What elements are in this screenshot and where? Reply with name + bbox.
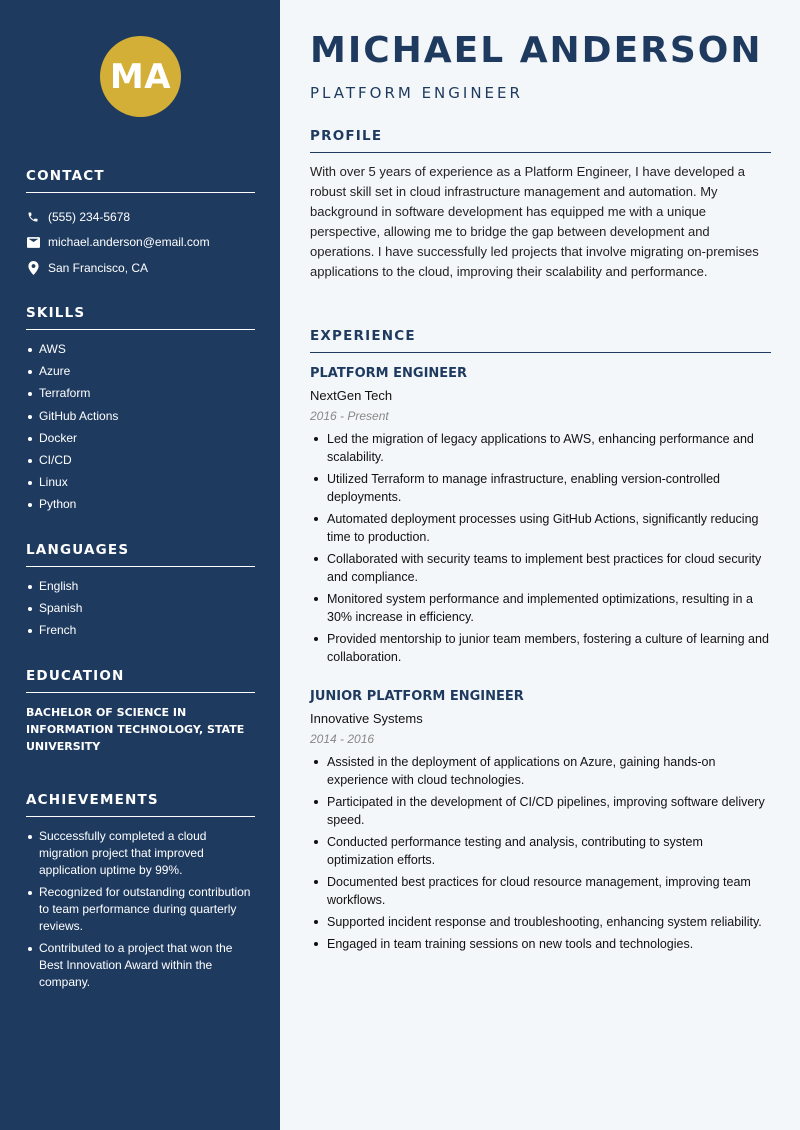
job-bullet: Supported incident response and troubleshooting, enhancing system reliability. <box>310 913 771 931</box>
job-role: PLATFORM ENGINEER <box>310 366 468 381</box>
phone-text: (555) 234-5678 <box>48 209 131 224</box>
languages-section <box>26 542 255 645</box>
job-role: JUNIOR PLATFORM ENGINEER <box>310 689 524 704</box>
job-dates: 2014 - 2016 <box>310 732 375 746</box>
experience-section <box>310 328 771 353</box>
job-company: Innovative Systems <box>310 711 423 726</box>
contact-phone <box>26 204 255 230</box>
language-item: French <box>26 622 255 639</box>
email-text: michael.anderson@email.com <box>48 235 210 250</box>
location-text: San Francisco, CA <box>48 260 149 275</box>
skill-item: GitHub Actions <box>26 408 255 425</box>
job-bullet: Assisted in the deployment of applications on Azure, gaining hands-on experience with cloud technologies. <box>310 753 771 789</box>
job-entry <box>310 366 771 670</box>
phone-icon <box>26 210 40 224</box>
skills-heading: SKILLS <box>26 305 255 330</box>
candidate-name: MICHAEL ANDERSON <box>310 30 763 71</box>
contact-heading: CONTACT <box>26 168 255 193</box>
skill-item: Terraform <box>26 385 255 402</box>
job-bullet: Led the migration of legacy applications to AWS, enhancing performance and scalability. <box>310 430 771 466</box>
contact-location <box>26 255 255 281</box>
education-section <box>26 668 255 755</box>
education-degree: BACHELOR OF SCIENCE IN INFORMATION TECHNOLOGY, STATE UNIVERSITY <box>26 706 245 753</box>
job-company: NextGen Tech <box>310 388 393 403</box>
skill-item: Azure <box>26 363 255 380</box>
achievement-item: Recognized for outstanding contribution to team performance during quarterly reviews. <box>26 884 255 935</box>
language-item: English <box>26 578 255 595</box>
profile-section <box>310 128 771 282</box>
achievements-heading: ACHIEVEMENTS <box>26 792 255 817</box>
achievements-section <box>26 792 255 996</box>
achievement-item: Successfully completed a cloud migration project that improved application uptime by 99%. <box>26 828 255 879</box>
profile-heading: PROFILE <box>310 128 771 153</box>
skill-item: AWS <box>26 341 255 358</box>
skill-item: Python <box>26 496 255 513</box>
avatar <box>100 36 181 117</box>
sidebar <box>0 0 280 1130</box>
skill-item: Docker <box>26 430 255 447</box>
job-entry <box>310 689 771 957</box>
job-bullet: Participated in the development of CI/CD pipelines, improving software delivery speed. <box>310 793 771 829</box>
candidate-title: PLATFORM ENGINEER <box>310 84 523 102</box>
contact-email <box>26 230 255 256</box>
education-heading: EDUCATION <box>26 668 255 693</box>
achievement-item: Contributed to a project that won the Best Innovation Award within the company. <box>26 940 255 991</box>
profile-text: With over 5 years of experience as a Platform Engineer, I have developed a robust skill set in cloud infrastructure management and automation. My background in software development has equipped me with a unique perspective, allowing me to bridge the gap between development and operations. I have successfully led projects that involve migrating on-premises applications to the cloud, improving their scalability and performance. <box>310 164 759 279</box>
job-bullet: Automated deployment processes using GitHub Actions, significantly reducing time to production. <box>310 510 771 546</box>
skill-item: Linux <box>26 474 255 491</box>
job-bullet: Documented best practices for cloud resource management, improving team workflows. <box>310 873 771 909</box>
job-bullet: Engaged in team training sessions on new tools and technologies. <box>310 935 771 953</box>
job-dates: 2016 - Present <box>310 409 389 423</box>
language-item: Spanish <box>26 600 255 617</box>
job-bullet: Utilized Terraform to manage infrastructure, enabling version-controlled deployments. <box>310 470 771 506</box>
job-bullet: Collaborated with security teams to implement best practices for cloud security and compliance. <box>310 550 771 586</box>
location-pin-icon <box>26 261 40 275</box>
email-icon <box>26 235 40 249</box>
languages-heading: LANGUAGES <box>26 542 255 567</box>
contact-section <box>26 168 255 281</box>
skills-section <box>26 305 255 519</box>
avatar-initials: MA <box>109 56 172 97</box>
job-bullet: Conducted performance testing and analysis, contributing to system optimization efforts. <box>310 833 771 869</box>
job-bullet: Provided mentorship to junior team members, fostering a culture of learning and collaboration. <box>310 630 771 666</box>
experience-heading: EXPERIENCE <box>310 328 771 353</box>
job-bullet: Monitored system performance and implemented optimizations, resulting in a 30% increase in efficiency. <box>310 590 771 626</box>
skill-item: CI/CD <box>26 452 255 469</box>
